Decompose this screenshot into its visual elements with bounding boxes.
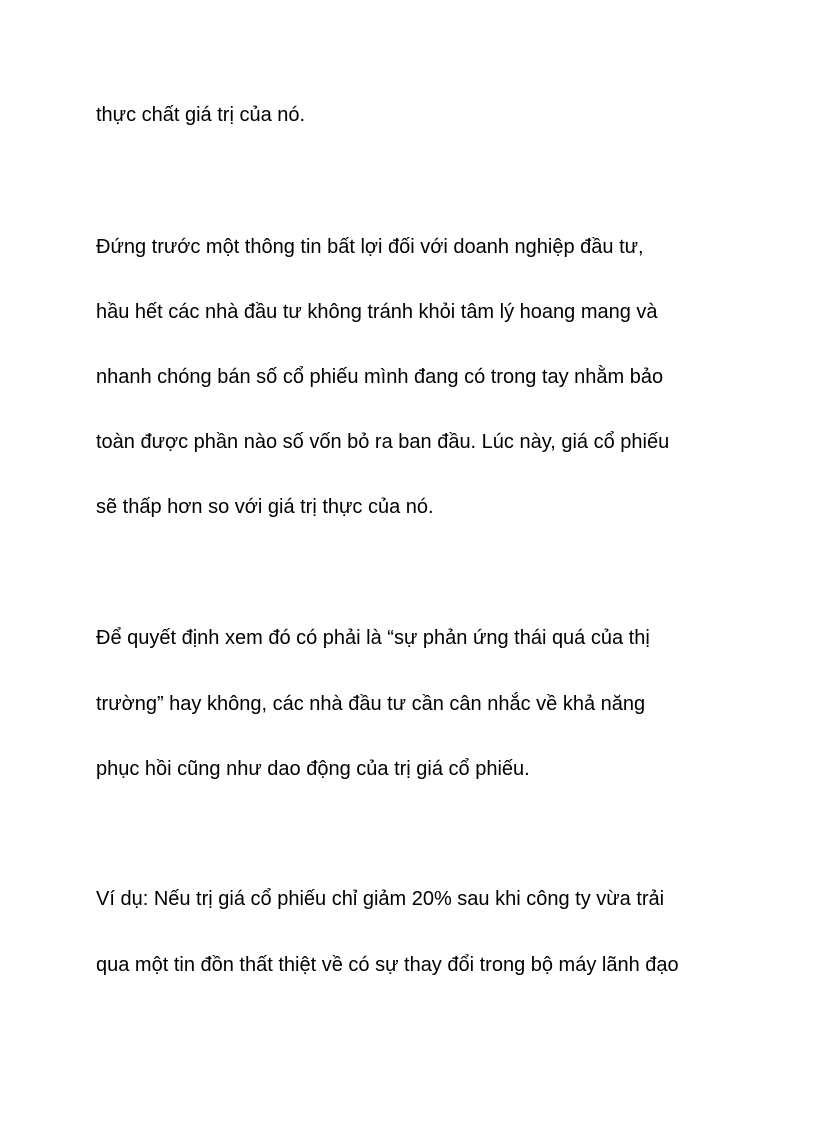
paragraph-1-line-1: thực chất giá trị của nó. xyxy=(96,104,306,126)
paragraph-3-line-1: Để quyết định xem đó có phải là “sự phản ứng thái quá của thị xyxy=(96,627,650,649)
paragraph-2-line-1: Đứng trước một thông tin bất lợi đối với doanh nghiệp đầu tư, xyxy=(96,236,644,258)
paragraph-2-line-3: nhanh chóng bán số cổ phiếu mình đang có trong tay nhằm bảo xyxy=(96,366,664,388)
paragraph-3-line-2: trường” hay không, các nhà đầu tư cần cân nhắc về khả năng xyxy=(96,693,646,715)
paragraph-2-line-2: hầu hết các nhà đầu tư không tránh khỏi tâm lý hoang mang và xyxy=(96,301,658,323)
paragraph-4-line-1: Ví dụ: Nếu trị giá cổ phiếu chỉ giảm 20% sau khi công ty vừa trải xyxy=(96,888,665,910)
paragraph-2-line-5: sẽ thấp hơn so với giá trị thực của nó. xyxy=(96,496,434,518)
paragraph-4-line-2: qua một tin đồn thất thiệt về có sự thay đổi trong bộ máy lãnh đạo xyxy=(96,954,679,976)
paragraph-2-line-4: toàn được phần nào số vốn bỏ ra ban đầu. Lúc này, giá cổ phiếu xyxy=(96,431,670,453)
paragraph-3-line-3: phục hồi cũng như dao động của trị giá cổ phiếu. xyxy=(96,758,530,780)
